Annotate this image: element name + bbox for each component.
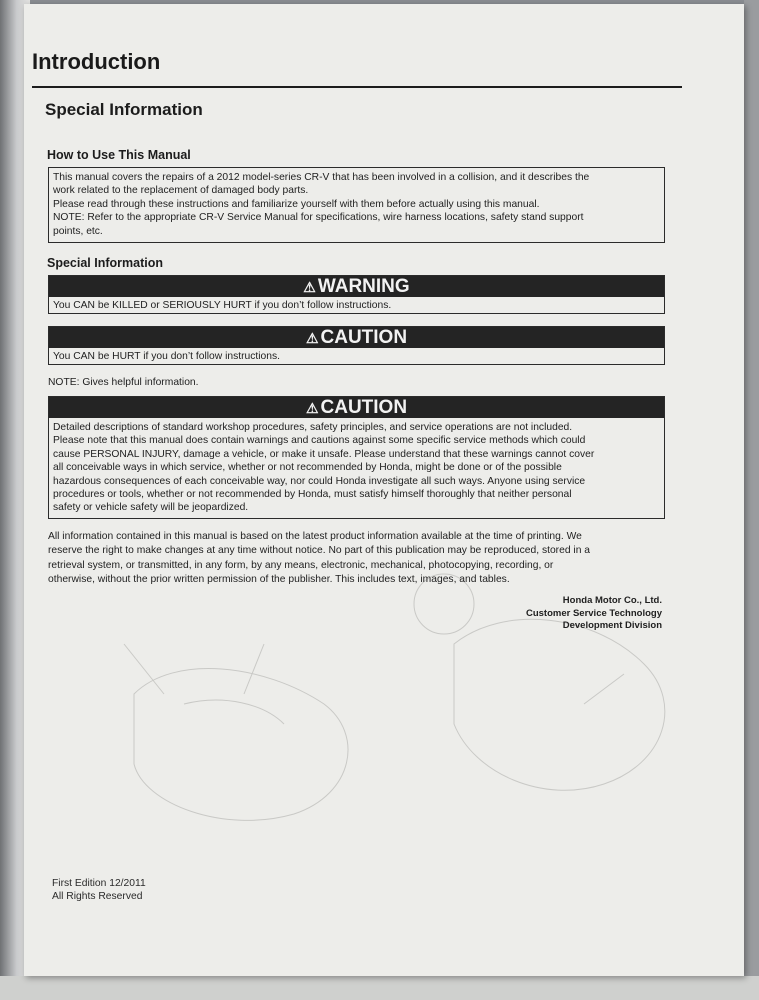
how-to-use-line: points, etc. xyxy=(53,225,103,237)
how-to-use-line: This manual covers the repairs of a 2012 model-series CR-V that has been involved in a collision, and it describes the xyxy=(53,172,590,183)
caution-banner xyxy=(49,327,664,348)
info-line: reserve the right to make changes at any time without notice. No part of this publication may be reproduced, stored in a xyxy=(48,545,591,557)
caution-detail-line: safety or vehicle safety will be jeopardized. xyxy=(53,502,249,514)
caution-detail-line: procedures or tools, whether or not recommended by Honda, must satisfy himself thoroughly that neither personal xyxy=(53,489,572,501)
how-to-use-box xyxy=(48,167,665,243)
how-to-use-heading: How to Use This Manual xyxy=(47,148,191,162)
info-line: retrieval system, or transmitted, in any form, by any means, electronic, mechanical, photocopying, recording, or xyxy=(48,559,554,571)
warning-triangle-icon: ⚠ xyxy=(305,330,319,346)
caution-detail-line: Detailed descriptions of standard workshop procedures, safety principles, and service operations are not included. xyxy=(53,422,573,433)
department-line-2: Development Division xyxy=(562,620,662,631)
warning-triangle-icon: ⚠ xyxy=(303,279,316,295)
caution-detail-line: cause PERSONAL INJURY, damage a vehicle, or make it unsafe. Please understand that these warnings cannot cover xyxy=(53,448,595,460)
warning-label: WARNING xyxy=(317,276,410,297)
caution-detail-banner xyxy=(49,397,664,418)
info-line: All information contained in this manual is based on the latest product information available at the time of printing. We xyxy=(48,531,582,542)
edition-info xyxy=(52,877,146,903)
caution-detail-line: all conceivable ways in which service, whether or not recommended by Honda, might be done or of the possible xyxy=(53,462,562,474)
note-text: NOTE: Gives helpful information. xyxy=(48,377,199,388)
info-paragraph xyxy=(48,530,668,587)
warning-box xyxy=(48,275,665,314)
caution-label: CAUTION xyxy=(320,327,408,348)
title-divider xyxy=(32,86,682,88)
page-bottom-edge xyxy=(0,976,759,1000)
caution-box xyxy=(48,326,665,365)
warning-banner xyxy=(49,276,664,297)
special-info-heading: Special Information xyxy=(47,256,163,270)
company-name: Honda Motor Co., Ltd. xyxy=(562,595,662,606)
department-line-1: Customer Service Technology xyxy=(525,608,662,619)
how-to-use-text xyxy=(49,168,664,241)
info-line: otherwise, without the prior written permission of the publisher. This includes text, images, and tables. xyxy=(48,573,510,585)
how-to-use-line: Please read through these instructions and familiarize yourself with them before actually using this manual. xyxy=(53,198,540,210)
how-to-use-line: work related to the replacement of damaged body parts. xyxy=(53,185,309,197)
edition-line: First Edition 12/2011 xyxy=(52,878,146,889)
caution-detail-line: hazardous consequences of each conceivable way, nor could Honda investigate all such ways. Anyone using service xyxy=(53,475,586,487)
manual-page xyxy=(24,4,744,976)
warning-text: You CAN be KILLED or SERIOUSLY HURT if you don’t follow instructions. xyxy=(53,300,392,311)
rights-line: All Rights Reserved xyxy=(52,891,143,902)
caution-text: You CAN be HURT if you don’t follow instructions. xyxy=(53,351,281,362)
caution-detail-box xyxy=(48,396,665,519)
caution-detail-line: Please note that this manual does contain warnings and cautions against some specific service methods which could xyxy=(53,435,586,447)
how-to-use-line: NOTE: Refer to the appropriate CR-V Service Manual for specifications, wire harness locations, safety stand support xyxy=(53,212,584,224)
warning-triangle-icon: ⚠ xyxy=(305,400,319,416)
caution-detail-text xyxy=(49,418,664,518)
caution-detail-label: CAUTION xyxy=(320,397,408,418)
background-edge xyxy=(744,0,759,1000)
page-title: Introduction xyxy=(32,49,161,74)
section-title: Special Information xyxy=(45,100,203,119)
